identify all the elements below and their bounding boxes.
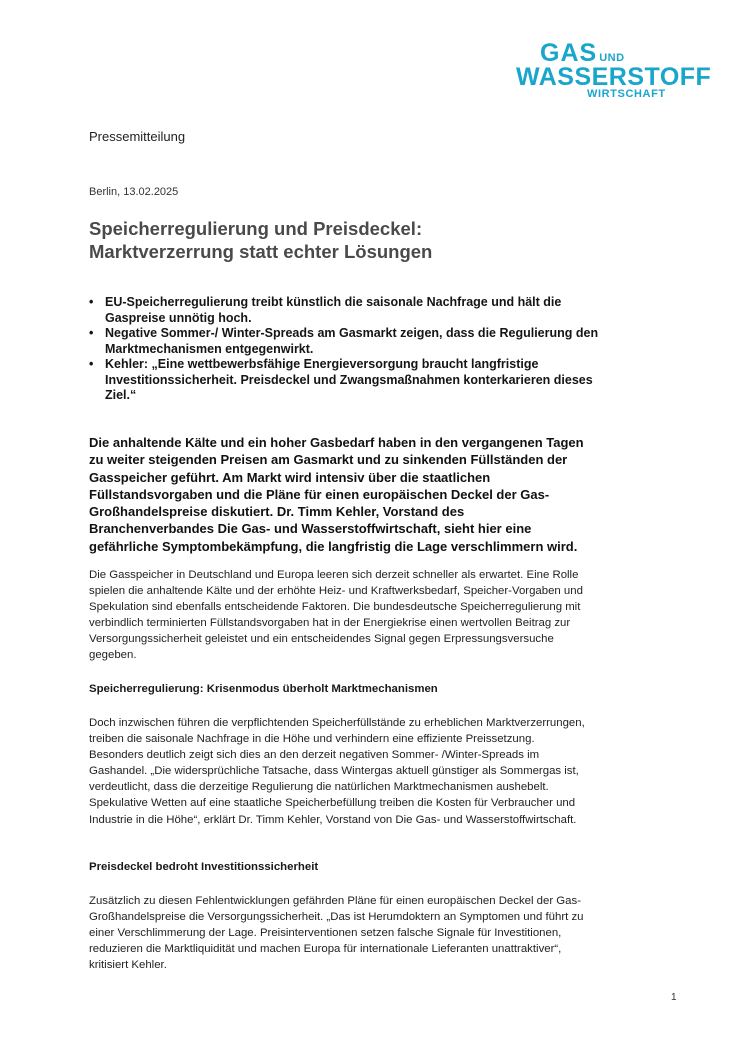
bullet-item <box>89 295 609 326</box>
section-heading-price-cap: Preisdeckel bedroht Investitionssicherheit <box>89 861 319 873</box>
lead-paragraph: Die anhaltende Kälte und ein hoher Gasbedarf haben in den vergangenen Tagen zu weiter steigenden Preisen am Gasmarkt und zu sinkenden Füllständen der Gasspeicher geführt. Am Markt wird intensiv über die staatlichen Füllstandsvorgaben und die Pläne für einen europäischen Deckel der Gas-Großhandelspreise diskutiert. Dr. Timm Kehler, Vorstand des Branchenverbandes Die Gas- und Wasserstoffwirtschaft, sieht hier eine gefährliche Symptombekämpfung, die langfristig die Lage verschlimmern wird. <box>89 435 584 554</box>
body-paragraph-3: Zusätzlich zu diesen Fehlentwicklungen gefährden Pläne für einen europäischen Deckel der Gas-Großhandelspreise die Versorgungssicherheit. „Das ist Herumdoktern an Symptomen und führt zu einer Verschlimmerung der Lage. Preisinterventionen setzen falsche Signale für Investitionen, reduzieren die Marktliquidität und machen Europa für internationale Lieferanten unattraktiver“, kritisiert Kehler. <box>89 895 584 972</box>
page-number: 1 <box>671 992 677 1003</box>
bullet-dot-icon: • <box>89 326 94 340</box>
dateline: Berlin, 13.02.2025 <box>89 186 179 198</box>
bullet-text: Negative Sommer-/ Winter-Spreads am Gasmarkt zeigen, dass die Regulierung den Marktmechanismen entgegenwirkt. <box>105 326 599 356</box>
title-line-1: Speicherregulierung und Preisdeckel: <box>89 218 423 239</box>
document-type: Pressemitteilung <box>89 129 186 144</box>
summary-bullets <box>89 295 609 404</box>
bullet-dot-icon: • <box>89 295 94 309</box>
title-line-2: Marktverzerrung statt echter Lösungen <box>89 241 433 262</box>
logo-line-wirtschaft: WIRTSCHAFT <box>587 88 666 100</box>
bullet-text: Kehler: „Eine wettbewerbsfähige Energieversorgung braucht langfristige Investitionssicherheit. Preisdeckel und Zwangsmaßnahmen konterkarieren dieses Ziel.“ <box>105 357 593 402</box>
section-heading-storage: Speicherregulierung: Krisenmodus überholt Marktmechanismen <box>89 683 438 695</box>
logo-line-gas: GAS UND <box>540 39 625 67</box>
body-paragraph-2: Doch inzwischen führen die verpflichtenden Speicherfüllstände zu erheblichen Marktverzerrungen, treiben die saisonale Nachfrage in die Höhe und verhindern eine effiziente Preissetzung. Besonders deutlich zeigt sich dies an den derzeit negativen Sommer- /Winter-Spreads im Gashandel. „Die widersprüchliche Tatsache, dass Wintergas aktuell günstiger als Sommergas ist, verdeutlicht, dass die derzeitige Regulierung die natürlichen Marktmechanismen aushebelt. Spekulative Wetten auf eine staatliche Speicherbefüllung treiben die Kosten für Verbraucher und Industrie in die Höhe“, erklärt Dr. Timm Kehler, Vorstand von Die Gas- und Wasserstoffwirtschaft. <box>89 717 585 826</box>
brand-logo <box>516 39 712 104</box>
bullet-item <box>89 357 609 404</box>
bullet-text: EU-Speicherregulierung treibt künstlich die saisonale Nachfrage und hält die Gaspreise unnötig hoch. <box>105 295 562 325</box>
bullet-dot-icon: • <box>89 357 94 371</box>
logo-und: UND <box>599 52 625 64</box>
body-paragraph-1: Die Gasspeicher in Deutschland und Europa leeren sich derzeit schneller als erwartet. Eine Rolle spielen die anhaltende Kälte und der erhöhte Heiz- und Kraftwerksbedarf, Speicher-Vorgaben und Spekulation sind ebenfalls entscheidende Faktoren. Die bundesdeutsche Speicherregulierung mit verbindlich terminierten Füllstandsvorgaben hat in der Energiekrise einen wertvollen Beitrag zur Versorgungssicherheit geleistet und ein entscheidendes Signal gegen Erpressungsversuche gegeben. <box>89 569 583 662</box>
bullet-item <box>89 326 609 357</box>
logo-line-wasserstoff: WASSERSTOFF <box>516 63 712 91</box>
page-title <box>89 217 649 263</box>
